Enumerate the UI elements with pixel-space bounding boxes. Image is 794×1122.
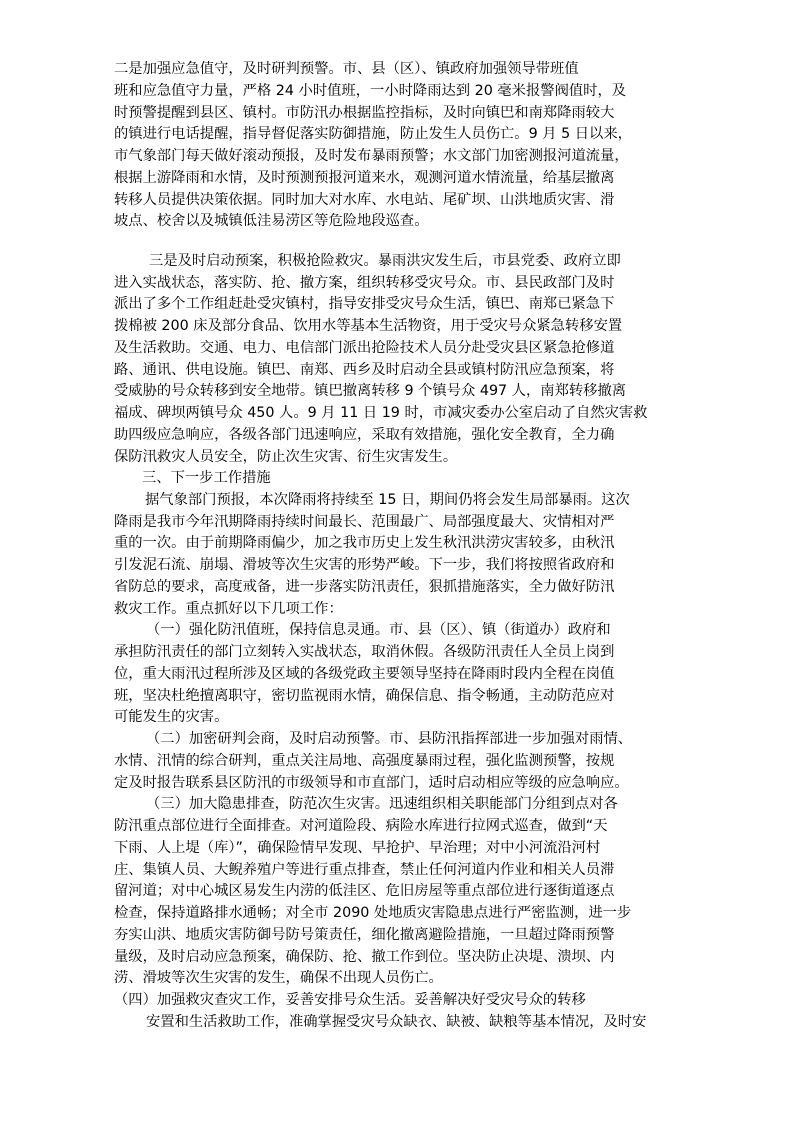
text-line: 及生活救助。交通、电力、电信部门派出抢险技术人员分赴受灾县区紧急抢修道	[114, 340, 615, 356]
text-line: 坡点、校舍以及城镇低洼易涝区等危险地段巡查。	[114, 213, 429, 229]
text-line: 引发泥石流、崩塌、滑坡等次生灾害的形势严峻。下一步，我们将按照省政府和	[114, 557, 615, 573]
text-line: 班和应急值守力量，严格 24 小时值班，一小时降雨达到 20 毫米报警阀值时，及	[114, 83, 627, 99]
text-line: 涝、滑坡等次生灾害的发生，确保不出现人员伤亡。	[114, 970, 443, 986]
paragraph-first-line: 三是及时启动预案，积极抢险救灾。暴雨洪灾发生后，市县党委、政府立即	[149, 253, 621, 269]
text-line: 可能发生的灾害。	[114, 709, 229, 725]
text-line: 量级，及时启动应急预案，确保防、抢、撤工作到位。坚决防止决堤、溃坝、内	[114, 949, 615, 965]
text-line: 进入实战状态，落实防、抢、撤方案，组织转移受灾号众。市、县民政部门及时	[114, 275, 615, 291]
text-line: （四）加强救灾查灾工作，妥善安排号众生活。妥善解决好受灾号众的转移	[114, 992, 586, 1008]
text-line: 降雨是我市今年汛期降雨持续时间最长、范围最广、局部强度最大、灾情相对严	[114, 514, 615, 530]
text-line: 夯实山洪、地质灾害防御号防号策责任，细化撤离避险措施，一旦超过降雨预警	[114, 927, 615, 943]
text-line: 防汛重点部位进行全面排查。对河道险段、病险水库进行拉网式巡查，做到“天	[114, 818, 608, 834]
text-line: 受威胁的号众转移到安全地带。镇巴撤离转移 9 个镇号众 497 人，南郑转移撤离	[114, 383, 627, 399]
text-line: 派出了多个工作组赶赴受灾镇村，指导安排受灾号众生活，镇巴、南郑已紧急下	[114, 296, 615, 312]
paragraph-first-line: （三）加大隐患排查，防范次生灾害。迅速组织相关职能部门分组到点对各	[146, 796, 618, 812]
text-line: 下雨、人上堤（库）”，确保险情早发现、早抢护、早治理；对中小河流沿河村	[114, 840, 601, 856]
text-line: 转移人员提供决策依据。同时加大对水库、水电站、尾矿坝、山洪地质灾害、滑	[114, 192, 615, 208]
text-line: 庄、集镇人员、大鲵养殖户等进行重点排查，禁止任何河道内作业和相关人员滞	[114, 862, 615, 878]
text-line: 助四级应急响应，各级各部门迅速响应，采取有效措施，强化安全教育，全力确	[114, 427, 615, 443]
paragraph-first-line: 安置和生活救助工作，准确掌握受灾号众缺衣、缺被、缺粮等基本情况，及时安	[146, 1014, 647, 1030]
text-line: 拨棉被 200 床及部分食品、饮用水等基本生活物资，用于受灾号众紧急转移安置	[114, 318, 623, 334]
text-line: 承担防汛责任的部门立刻转入实战状态，取消休假。各级防汛责任人全员上岗到	[114, 644, 615, 660]
paragraph-first-line: （二）加密研判会商，及时启动预警。市、县防汛指挥部进一步加强对雨情、	[146, 731, 633, 747]
text-line: 定及时报告联系县区防汛的市级领导和市直部门，适时启动相应等级的应急响应。	[114, 775, 629, 791]
text-line: 位，重大雨汛过程所涉及区域的各级党政主要领导坚持在降雨时段内全程在岗值	[114, 666, 615, 682]
text-line: 市气象部门每天做好滚动预报，及时发布暴雨预警；水文部门加密测报河道流量，	[114, 148, 629, 164]
text-line: 二是加强应急值守，及时研判预警。市、县（区）、镇政府加强领导带班值	[114, 61, 579, 77]
text-line: 班，坚决杜绝擅离职守，密切监视雨水情，确保信息、指令畅通，主动防范应对	[114, 688, 615, 704]
paragraph-first-line: 据气象部门预报，本次降雨将持续至 15 日，期间仍将会发生局部暴雨。这次	[145, 492, 630, 508]
text-line: 留河道；对中心城区易发生内涝的低洼区、危旧房屋等重点部位进行逐街道逐点	[114, 883, 615, 899]
section-heading: 三、下一步工作措施	[142, 470, 271, 486]
paragraph-first-line: （一）强化防汛值班，保持信息灵通。市、县（区）、镇（街道办）政府和	[146, 622, 611, 638]
text-line: 福成、碑坝两镇号众 450 人。9 月 11 日 19 时，市减灾委办公室启动了自然灾害救	[114, 405, 648, 421]
text-line: 保防汛救灾人员安全，防止次生灾害、衍生灾害发生。	[114, 449, 458, 465]
text-line: 路、通讯、供电设施。镇巴、南郑、西乡及时启动全县或镇村防汛应急预案，将	[114, 362, 615, 378]
text-line: 救灾工作。重点抓好以下几项工作：	[114, 601, 343, 617]
text-line: 重的一次。由于前期降雨偏少，加之我市历史上发生秋汛洪涝灾害较多，由秋汛	[114, 535, 615, 551]
text-line: 时预警提醒到县区、镇村。市防汛办根据监控指标，及时向镇巴和南郑降雨较大	[114, 105, 615, 121]
text-line: 的镇进行电话提醒，指导督促落实防御措施，防止发生人员伤亡。9 月 5 日以来，	[114, 126, 632, 142]
text-line: 根据上游降雨和水情，及时预测预报河道来水，观测河道水情流量，给基层撤离	[114, 170, 615, 186]
text-line: 检查，保持道路排水通畅；对全市 2090 处地质灾害隐患点进行严密监测，进一步	[114, 905, 632, 921]
text-line: 省防总的要求，高度戒备，进一步落实防汛责任，狠抓措施落实，全力做好防汛	[114, 579, 615, 595]
text-line: 水情、汛情的综合研判，重点关注局地、高强度暴雨过程，强化监测预警，按规	[114, 753, 615, 769]
